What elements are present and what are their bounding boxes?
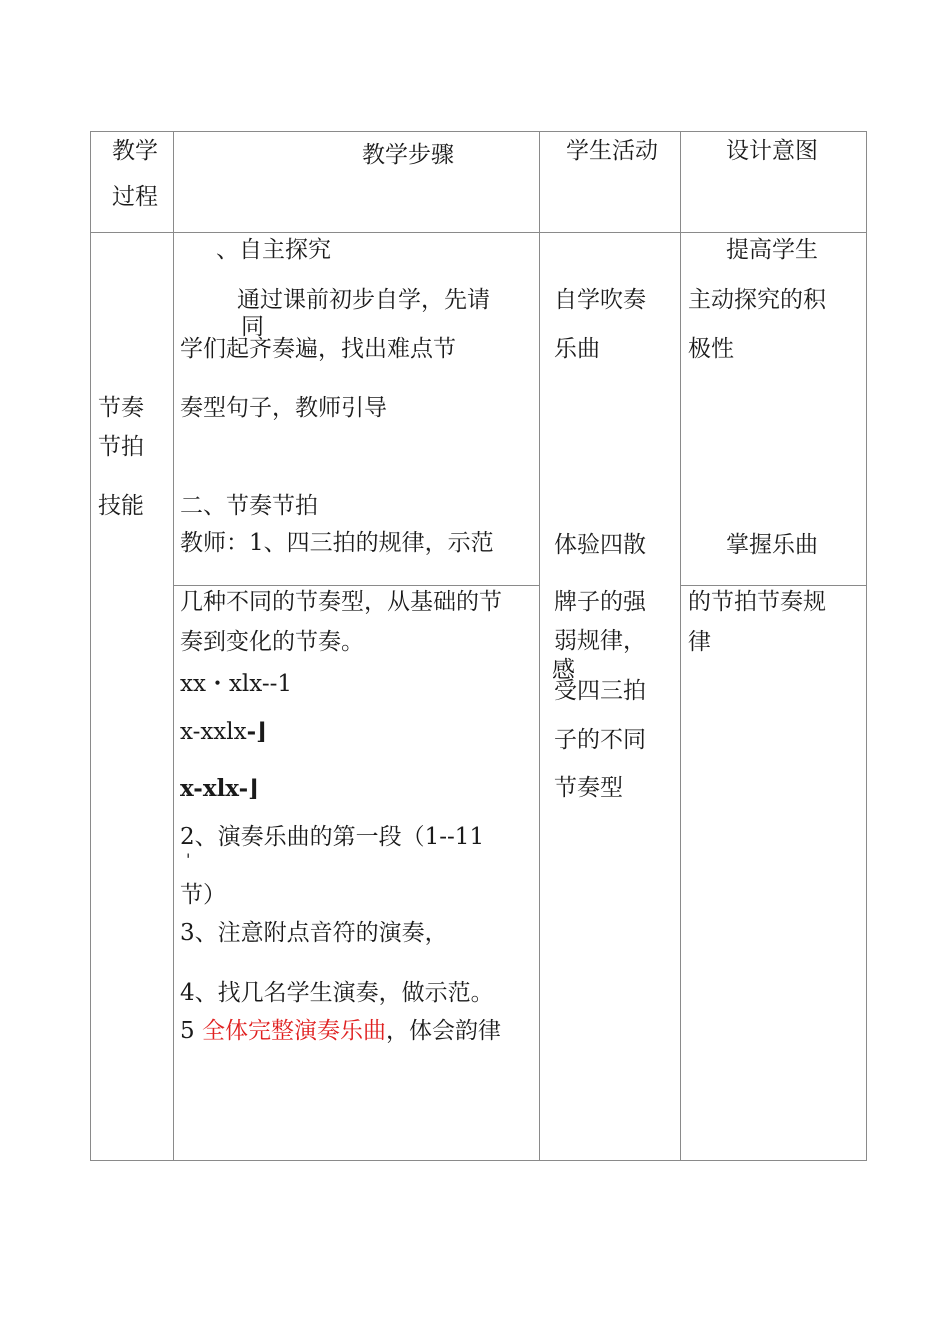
- step-item-5-rest: ，体会韵律: [385, 1018, 501, 1044]
- student-activity-b3: 弱规律，: [554, 628, 646, 654]
- step1-clipped-char: 同: [241, 314, 264, 340]
- step1-title: 、自主探究: [216, 237, 331, 263]
- header-steps: 教学步骤: [362, 142, 454, 168]
- header-design-intent: 设计意图: [726, 138, 818, 164]
- table-col-divider-1: [173, 131, 174, 1161]
- step1-line3: 奏型句子，教师引导: [180, 395, 387, 421]
- header-student-activity: 学生活动: [566, 138, 658, 164]
- step2-line1: 教师：1、四三拍的规律，示范: [180, 530, 494, 556]
- header-process-line1: 教学: [112, 138, 158, 164]
- process-label-beat: 节拍: [98, 434, 144, 460]
- step-item-5: [180, 1017, 501, 1045]
- step-item-5-highlight: 全体完整演奏乐曲: [201, 1018, 386, 1044]
- design-intent-b2: 的节拍节奏规: [688, 589, 826, 615]
- step2-line3: 奏到变化的节奏。: [180, 629, 364, 655]
- design-intent-a2: 主动探究的积: [688, 287, 826, 313]
- rhythm-pattern-3: [180, 775, 259, 803]
- design-intent-a3: 极性: [688, 336, 734, 362]
- step2-line2: 几种不同的节奏型，从基础的节: [180, 589, 502, 615]
- process-label-rhythm: 节奏: [98, 395, 144, 421]
- process-label-skill: 技能: [98, 493, 144, 519]
- step2-title: 二、节奏节拍: [180, 493, 318, 519]
- design-intent-b3: 律: [688, 629, 711, 655]
- design-row-divider: [680, 585, 866, 586]
- student-activity-b5: 子的不同: [554, 727, 646, 753]
- table-col-divider-3: [680, 131, 681, 1161]
- step1-line1: 通过课前初步自学，先请: [237, 287, 490, 313]
- step-item-2-cont: 节）: [180, 882, 226, 908]
- student-activity-b6: 节奏型: [554, 775, 623, 801]
- student-activity-a2: 乐曲: [554, 336, 600, 362]
- design-intent-b1: 掌握乐曲: [726, 532, 818, 558]
- rhythm-pattern-2-text: x-xxlx: [180, 719, 247, 745]
- step-item-3: 3、注意附点音符的演奏，: [180, 920, 448, 946]
- steps-row-divider: [173, 585, 539, 586]
- step-item-4: 4、找几名学生演奏，做示范。: [180, 980, 494, 1006]
- table-border-right: [866, 131, 867, 1161]
- table-border-bottom: [90, 1160, 867, 1161]
- student-activity-b2: 牌子的强: [554, 589, 646, 615]
- table-border-top: [90, 131, 867, 132]
- student-activity-b1: 体验四散: [554, 532, 646, 558]
- table-header-divider: [90, 232, 867, 233]
- step1-line2: 学们起齐奏遍，找出难点节: [180, 336, 456, 362]
- student-activity-b4: 受四三拍: [554, 678, 646, 704]
- design-intent-a1: 提高学生: [726, 237, 818, 263]
- step-item-2: 2、演奏乐曲的第一段（1--11: [180, 824, 485, 850]
- step-item-2-mark: ': [186, 850, 191, 869]
- rhythm-pattern-3-text: x-xlx: [180, 775, 239, 802]
- table-border-left: [90, 131, 91, 1161]
- table-col-divider-2: [539, 131, 540, 1161]
- step-item-5-number: 5: [180, 1018, 195, 1044]
- header-process-line2: 过程: [112, 184, 158, 210]
- rhythm-pattern-2-mark: -⌋: [246, 718, 268, 745]
- student-activity-a1: 自学吹奏: [554, 287, 646, 313]
- rhythm-pattern-2: [180, 718, 267, 746]
- rhythm-pattern-3-mark: -⌋: [238, 775, 260, 802]
- student-activity-clipped-char: 感: [552, 657, 575, 683]
- rhythm-pattern-1: xx・xlx--1: [180, 671, 293, 697]
